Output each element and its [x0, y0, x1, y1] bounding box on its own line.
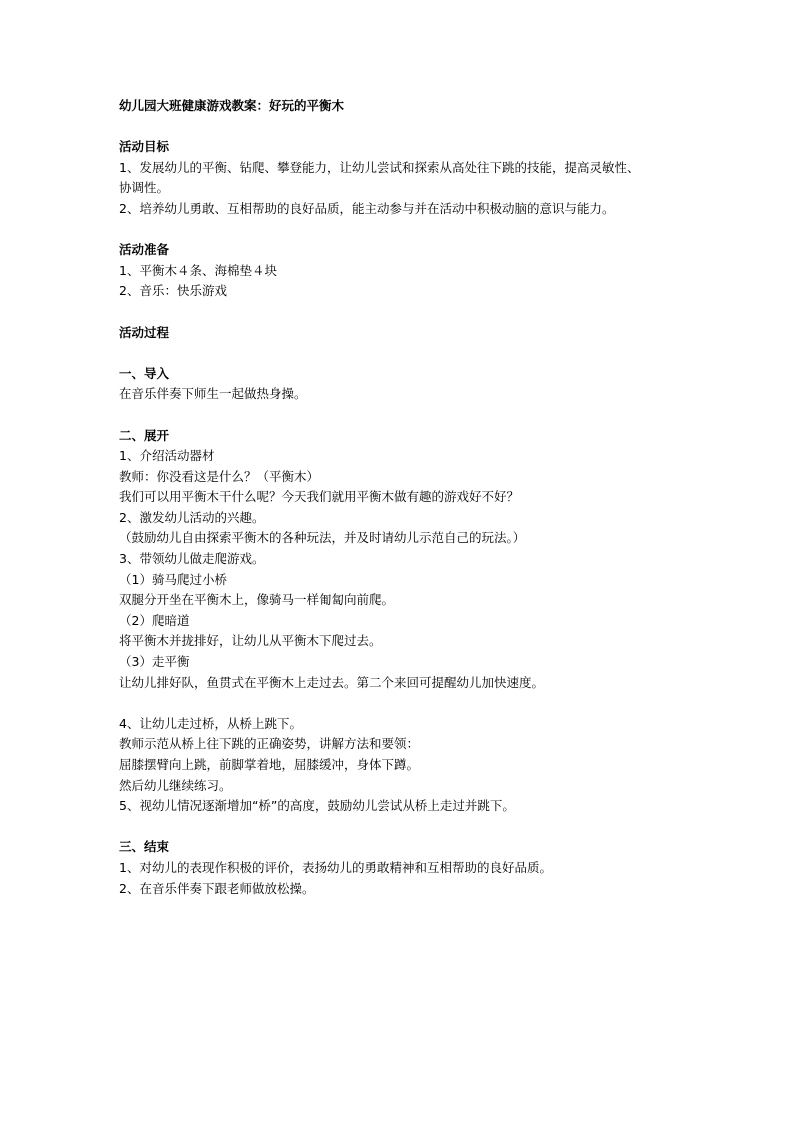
develop-line-4: 2、激发幼儿活动的兴趣。	[119, 509, 265, 525]
develop-line-10: 将平衡木并拢排好，让幼儿从平衡木下爬过去。	[119, 633, 382, 649]
spacer	[119, 693, 679, 714]
develop-line-2: 教师：你没看这是什么？（平衡木）	[119, 468, 320, 484]
prep-line-2: 2、音乐：快乐游戏	[119, 283, 227, 299]
develop-line-14: 教师示范从桥上往下跳的正确姿势，讲解方法和要领：	[119, 736, 420, 752]
develop-line-16: 然后幼儿继续练习。	[119, 777, 232, 793]
section-heading-goals: 活动目标	[119, 139, 170, 155]
subsection-heading-intro: 一、导入	[119, 365, 170, 381]
develop-line-12: 让幼儿排好队，鱼贯式在平衡木上走过去。第二个来回可提醒幼儿加快速度。	[119, 674, 545, 690]
goals-line-1: 1、发展幼儿的平衡、钻爬、攀登能力，让幼儿尝试和探索从高处往下跳的技能，提高灵敏性、	[119, 159, 640, 175]
develop-line-9: （2）爬暗道	[119, 612, 190, 628]
develop-line-5: （鼓励幼儿自由探索平衡木的各种玩法，并及时请幼儿示范自己的玩法。）	[119, 530, 526, 546]
goals-line-3: 2、培养幼儿勇敢、互相帮助的良好品质，能主动参与并在活动中积极动脑的意识与能力。	[119, 200, 615, 216]
section-heading-prep: 活动准备	[119, 242, 170, 258]
spacer	[119, 220, 679, 241]
develop-line-13: 4、让幼儿走过桥，从桥上跳下。	[119, 715, 302, 731]
spacer	[119, 405, 679, 426]
spacer	[119, 817, 679, 838]
section-heading-process: 活动过程	[119, 324, 170, 340]
end-line-1: 1、对幼儿的表现作积极的评价，表扬幼儿的勇敢精神和互相帮助的良好品质。	[119, 859, 552, 875]
intro-line-1: 在音乐伴奏下师生一起做热身操。	[119, 386, 307, 402]
end-line-2: 2、在音乐伴奏下跟老师做放松操。	[119, 880, 315, 896]
develop-line-8: 双腿分开坐在平衡木上，像骑马一样匍匐向前爬。	[119, 592, 395, 608]
subsection-heading-develop: 二、展开	[119, 427, 170, 443]
document-page	[119, 96, 679, 899]
develop-line-7: （1）骑马爬过小桥	[119, 571, 227, 587]
prep-line-1: 1、平衡木４条、海棉垫４块	[119, 262, 277, 278]
develop-line-11: （3）走平衡	[119, 654, 190, 670]
develop-line-3: 我们可以用平衡木干什么呢？今天我们就用平衡木做有趣的游戏好不好？	[119, 489, 520, 505]
spacer	[119, 343, 679, 364]
subsection-heading-end: 三、结束	[119, 839, 170, 855]
goals-line-2: 协调性。	[119, 180, 170, 196]
develop-line-6: 3、带领幼儿做走爬游戏。	[119, 551, 265, 567]
document-title: 幼儿园大班健康游戏教案：好玩的平衡木	[119, 98, 345, 113]
spacer	[119, 302, 679, 323]
develop-line-17: 5、视幼儿情况逐渐增加“桥”的高度，鼓励幼儿尝试从桥上走过并跳下。	[119, 798, 515, 814]
spacer	[119, 117, 679, 138]
develop-line-1: 1、介绍活动器材	[119, 448, 215, 464]
develop-line-15: 屈膝摆臂向上跳，前脚掌着地，屈膝缓冲，身体下蹲。	[119, 757, 420, 772]
